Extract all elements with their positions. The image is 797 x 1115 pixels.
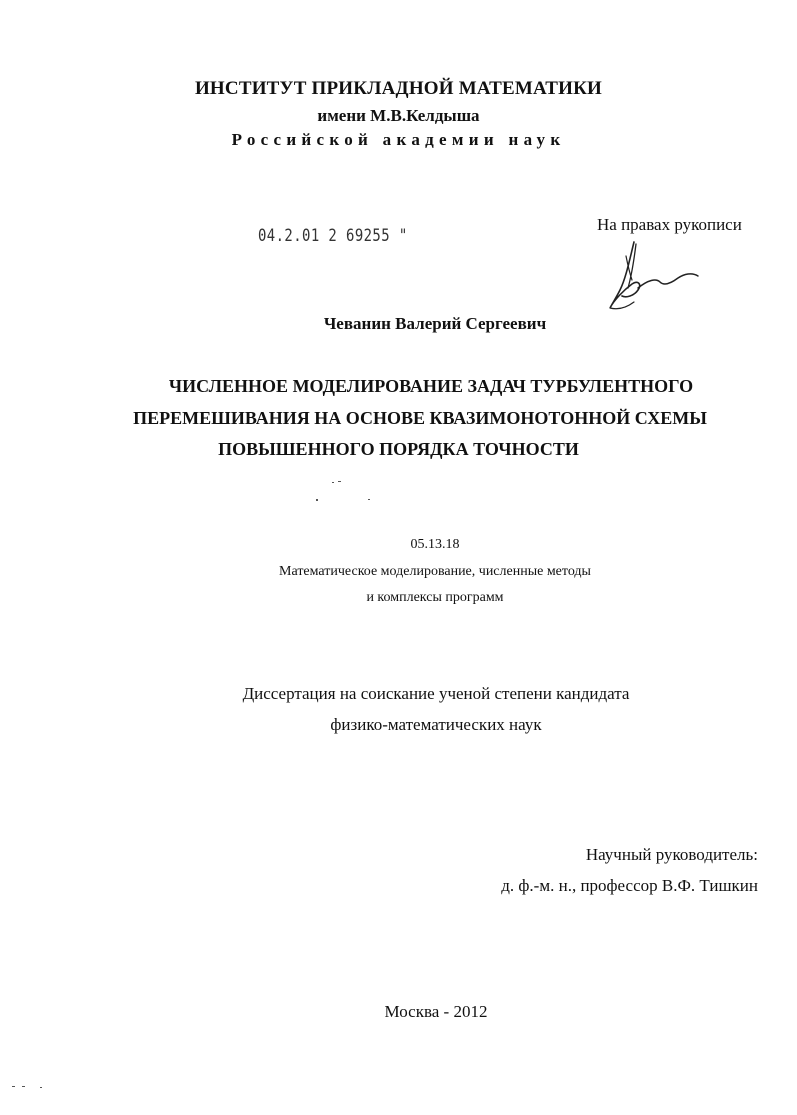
dissertation-title-line-3: ПОВЫШЕННОГО ПОРЯДКА ТОЧНОСТИ: [218, 439, 579, 459]
academy-name: Российской академии наук: [231, 130, 566, 149]
scan-speck: [40, 1087, 42, 1088]
registration-stamp-number: 04.2.01 2 69255 ": [258, 226, 408, 246]
manuscript-rights-note: На правах рукописи: [597, 215, 742, 234]
scan-speck: [12, 1086, 15, 1087]
specialty-name-line-1: Математическое моделирование, численные методы: [279, 564, 591, 579]
scan-speck: [316, 499, 318, 501]
scan-speck: [22, 1086, 25, 1087]
dissertation-title-line-2: ПЕРЕМЕШИВАНИЯ НА ОСНОВЕ КВАЗИМОНОТОННОЙ СХЕМЫ: [133, 408, 707, 428]
scan-speck: [332, 482, 334, 483]
specialty-name-line-2: и комплексы программ: [366, 590, 504, 605]
city-year: Москва - 2012: [384, 1002, 488, 1021]
degree-line-2: физико-математических наук: [330, 715, 542, 734]
institute-name: ИНСТИТУТ ПРИКЛАДНОЙ МАТЕМАТИКИ: [194, 78, 603, 99]
author-name: Чеванин Валерий Сергеевич: [323, 314, 547, 333]
signature-icon: [604, 238, 700, 314]
supervisor-label: Научный руководитель:: [585, 845, 758, 864]
institute-named-after: имени М.В.Келдыша: [317, 106, 480, 125]
degree-line-1: Диссертация на соискание ученой степени кандидата: [242, 684, 630, 703]
scan-speck: [338, 481, 341, 482]
specialty-code: 05.13.18: [410, 537, 460, 552]
supervisor-name: д. ф.-м. н., профессор В.Ф. Тишкин: [501, 876, 758, 895]
scan-speck: [368, 499, 370, 500]
dissertation-title-line-1: ЧИСЛЕННОЕ МОДЕЛИРОВАНИЕ ЗАДАЧ ТУРБУЛЕНТНОГО: [168, 376, 694, 396]
